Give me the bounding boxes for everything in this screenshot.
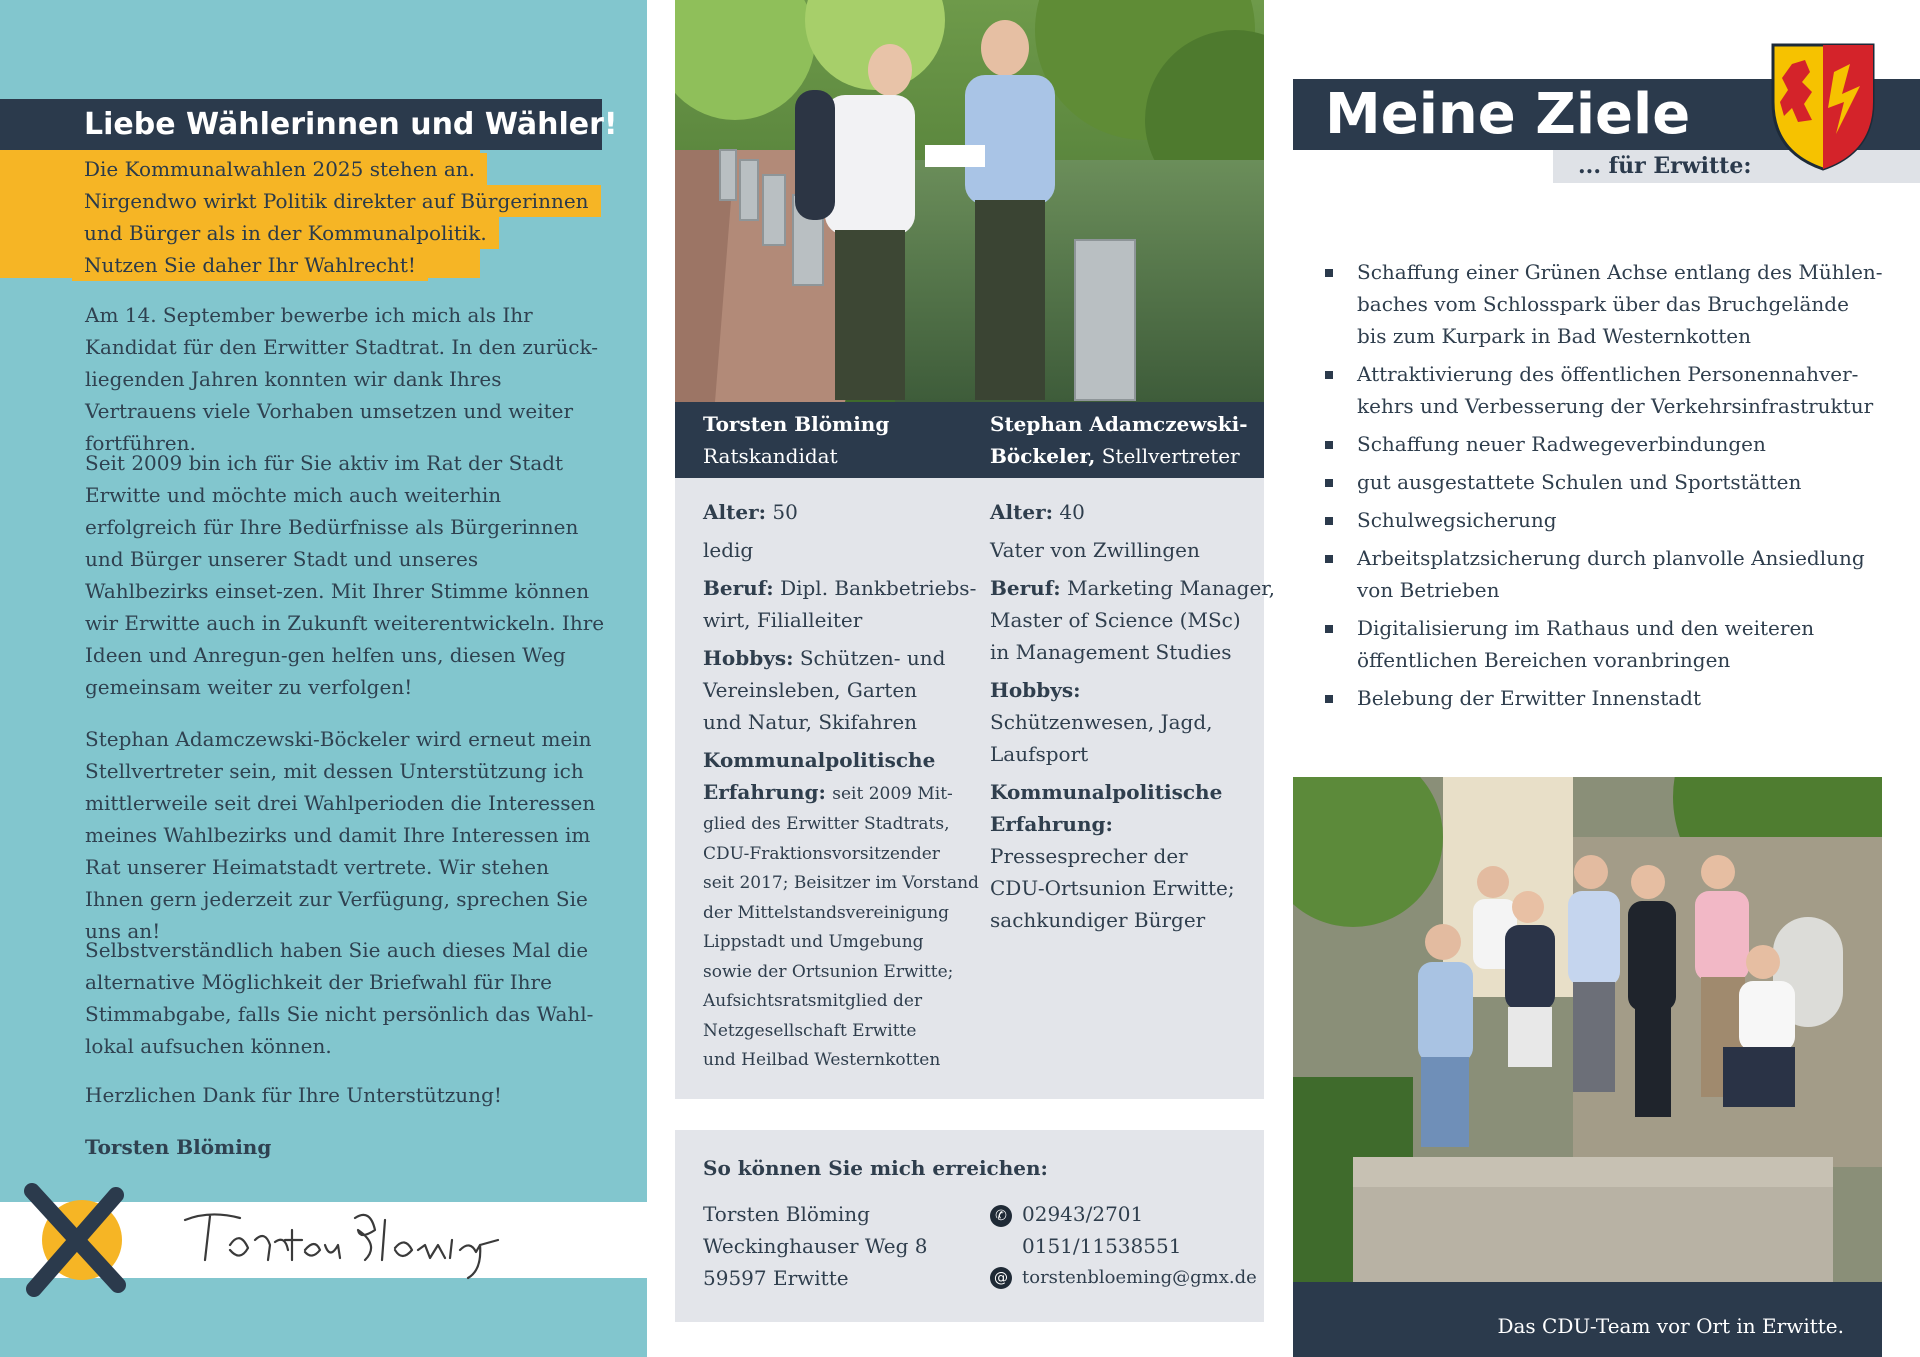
team-caption-bar xyxy=(1293,1282,1882,1357)
names-bar xyxy=(675,402,1264,478)
bullet-square-icon xyxy=(1325,269,1333,277)
candidate-age: 50 xyxy=(772,500,798,524)
age-label: Alter: xyxy=(703,500,766,524)
bullet-square-icon xyxy=(1325,441,1333,449)
phone-number[interactable]: 02943/2701 xyxy=(1022,1202,1144,1226)
goal-item: Schulwegsicherung xyxy=(1325,504,1885,536)
paragraph-candidacy: Am 14. September bewerbe ich mich als Ihr Kandidat für den Erwitter Stadtrat. In den zurück-liegenden Jahren konnten wir dank Ihres Vertrauens viele Vorhaben umsetzen und weiter fortführen. xyxy=(85,303,598,455)
deputy-profile xyxy=(990,496,1275,936)
goal-item: Digitalisierung im Rathaus und den weiteren öffentlichen Bereichen voranbringen xyxy=(1325,612,1885,676)
candidate-experience: glied des Erwitter Stadtrats, xyxy=(703,814,950,834)
candidate-photo xyxy=(675,0,1264,402)
hobbies-label: Hobbys: xyxy=(703,646,794,670)
intro-line: und Bürger als in der Kommunalpolitik. xyxy=(72,217,499,249)
candidate-experience: und Heilbad Westernkotten xyxy=(703,1050,941,1070)
candidate-experience: Aufsichtsratsmitglied der xyxy=(703,991,923,1011)
candidate-experience: sowie der Ortsunion Erwitte; xyxy=(703,961,954,982)
candidate-profile xyxy=(703,496,979,1076)
candidate-experience: CDU-Fraktionsvorsitzender xyxy=(703,843,940,864)
goal-item: Attraktivierung des öffentlichen Personennahver- kehrs und Verbesserung der Verkehrsinfrastruktur xyxy=(1325,358,1885,422)
goal-item: Belebung der Erwitter Innenstadt xyxy=(1325,682,1885,714)
experience-label: Kommunalpolitische xyxy=(703,748,936,772)
closing-name: Torsten Blöming xyxy=(85,1135,272,1159)
coat-of-arms-icon xyxy=(1770,42,1876,176)
goal-item: Schaffung einer Grünen Achse entlang des Mühlen- baches vom Schlosspark über das Bruchgelände bis zum Kurpark in Bad Westernkotten xyxy=(1325,256,1885,352)
goal-item: Arbeitsplatzsicherung durch planvolle Ansiedlung von Betrieben xyxy=(1325,542,1885,606)
goals-subtitle: ... für Erwitte: xyxy=(1578,153,1752,179)
deputy-experience: CDU-Ortsunion Erwitte; xyxy=(990,876,1235,900)
goal-item: gut ausgestattete Schulen und Sportstätten xyxy=(1325,466,1885,498)
at-icon: @ xyxy=(990,1267,1012,1289)
contact-channels xyxy=(990,1198,1257,1294)
bullet-square-icon xyxy=(1325,625,1333,633)
bullet-square-icon xyxy=(1325,555,1333,563)
candidate-role: Ratskandidat xyxy=(703,444,838,468)
phone-icon: ✆ xyxy=(990,1205,1012,1227)
candidate-job: wirt, Filialleiter xyxy=(703,608,863,632)
bullet-square-icon xyxy=(1325,371,1333,379)
candidate-status: ledig xyxy=(703,538,754,562)
candidate-experience: Netzgesellschaft Erwitte xyxy=(703,1020,917,1041)
deputy-experience: sachkundiger Bürger xyxy=(990,908,1206,932)
experience-label: Erfahrung: xyxy=(990,812,1113,836)
candidate-name: Torsten Blöming xyxy=(703,412,890,436)
paragraph-deputy: Stephan Adamczewski-Böckeler wird erneut mein Stellvertreter sein, mit dessen Unterstützung ich mittlerweile seit drei Wahlperioden die Interessen meines Wahlbezirks und damit Ihre Interessen im Rat unserer Heimatstadt vertrete. Wir stehen Ihnen gern jederzeit zur Verfügung, sprechen Sie uns an! xyxy=(85,727,596,943)
contact-name: Torsten Blöming xyxy=(703,1202,870,1226)
paragraph-council: Seit 2009 bin ich für Sie aktiv im Rat der Stadt Erwitte und möchte mich auch weiterhin erfolgreich für Ihre Bedürfnisse als Bürgerinnen und Bürger unserer Stadt und unseres Wahlbezirks einset-zen. Mit Ihrer Stimme können wir Erwitte auch in Zukunft weiterentwickeln. Ihre Ideen und Anregun-gen helfen uns, diesen Weg gemeinsam weiter zu verfolgen! xyxy=(85,451,605,699)
goals-title: Meine Ziele xyxy=(1325,82,1691,147)
mobile-number[interactable]: 0151/11538551 xyxy=(1022,1234,1182,1258)
job-label: Beruf: xyxy=(703,576,774,600)
deputy-job: Marketing Manager, xyxy=(1067,576,1276,600)
candidate-experience: Lippstadt und Umgebung xyxy=(703,932,924,952)
candidate-hobbies: und Natur, Skifahren xyxy=(703,710,918,734)
deputy-status: Vater von Zwillingen xyxy=(990,538,1200,562)
experience-label: Erfahrung: xyxy=(703,780,826,804)
contact-city: 59597 Erwitte xyxy=(703,1266,849,1290)
deputy-role: Stellvertreter xyxy=(1101,444,1240,468)
team-photo xyxy=(1293,777,1882,1282)
contact-address xyxy=(703,1198,928,1294)
experience-label: Kommunalpolitische xyxy=(990,780,1223,804)
contact-street: Weckinghauser Weg 8 xyxy=(703,1234,928,1258)
candidate-experience: der Mittelstandsvereinigung xyxy=(703,902,950,923)
deputy-experience: Pressesprecher der xyxy=(990,844,1188,868)
age-label: Alter: xyxy=(990,500,1053,524)
intro-line: Nirgendwo wirkt Politik direkter auf Bürgerinnen xyxy=(72,185,601,217)
email-address[interactable]: torstenbloeming@gmx.de xyxy=(1022,1267,1257,1288)
intro-line: Die Kommunalwahlen 2025 stehen an. xyxy=(72,153,487,185)
intro-lines xyxy=(72,153,601,281)
goal-item: Schaffung neuer Radwegeverbindungen xyxy=(1325,428,1885,460)
hobbies-label: Hobbys: xyxy=(990,678,1081,702)
deputy-name-line2: Böckeler, xyxy=(990,444,1096,468)
job-label: Beruf: xyxy=(990,576,1061,600)
goals-list xyxy=(1325,256,1885,720)
contact-heading: So können Sie mich erreichen: xyxy=(703,1156,1048,1180)
deputy-age: 40 xyxy=(1059,500,1085,524)
deputy-job: in Management Studies xyxy=(990,640,1232,664)
handwritten-signature xyxy=(180,1200,500,1292)
contact-box xyxy=(675,1130,1264,1322)
greeting-title: Liebe Wählerinnen und Wähler! xyxy=(0,99,602,150)
paragraph-postal-vote: Selbstverständlich haben Sie auch dieses Mal die alternative Möglichkeit der Briefwahl für Ihre Stimmabgabe, falls Sie nicht persönlich das Wahl-lokal aufsuchen können. xyxy=(85,938,594,1058)
deputy-job: Master of Science (MSc) xyxy=(990,608,1241,632)
profiles-box xyxy=(675,478,1276,1099)
bullet-square-icon xyxy=(1325,517,1333,525)
candidate-experience: seit 2017; Beisitzer im Vorstand xyxy=(703,873,979,893)
deputy-hobbies: Laufsport xyxy=(990,742,1089,766)
intro-line: Nutzen Sie daher Ihr Wahlrecht! xyxy=(72,249,428,281)
candidate-hobbies: Vereinsleben, Garten xyxy=(703,678,918,702)
bullet-square-icon xyxy=(1325,695,1333,703)
candidate-experience: seit 2009 Mit- xyxy=(832,784,953,804)
candidate-hobbies: Schützen- und xyxy=(799,646,946,670)
bullet-square-icon xyxy=(1325,479,1333,487)
candidate-job: Dipl. Bankbetriebs- xyxy=(780,576,977,600)
deputy-hobbies: Schützenwesen, Jagd, xyxy=(990,710,1213,734)
deputy-name-line1: Stephan Adamczewski- xyxy=(990,412,1248,436)
paragraph-thanks: Herzlichen Dank für Ihre Unterstützung! xyxy=(85,1083,502,1107)
team-caption: Das CDU-Team vor Ort in Erwitte. xyxy=(1497,1314,1844,1338)
vote-cross-icon xyxy=(20,1177,130,1301)
